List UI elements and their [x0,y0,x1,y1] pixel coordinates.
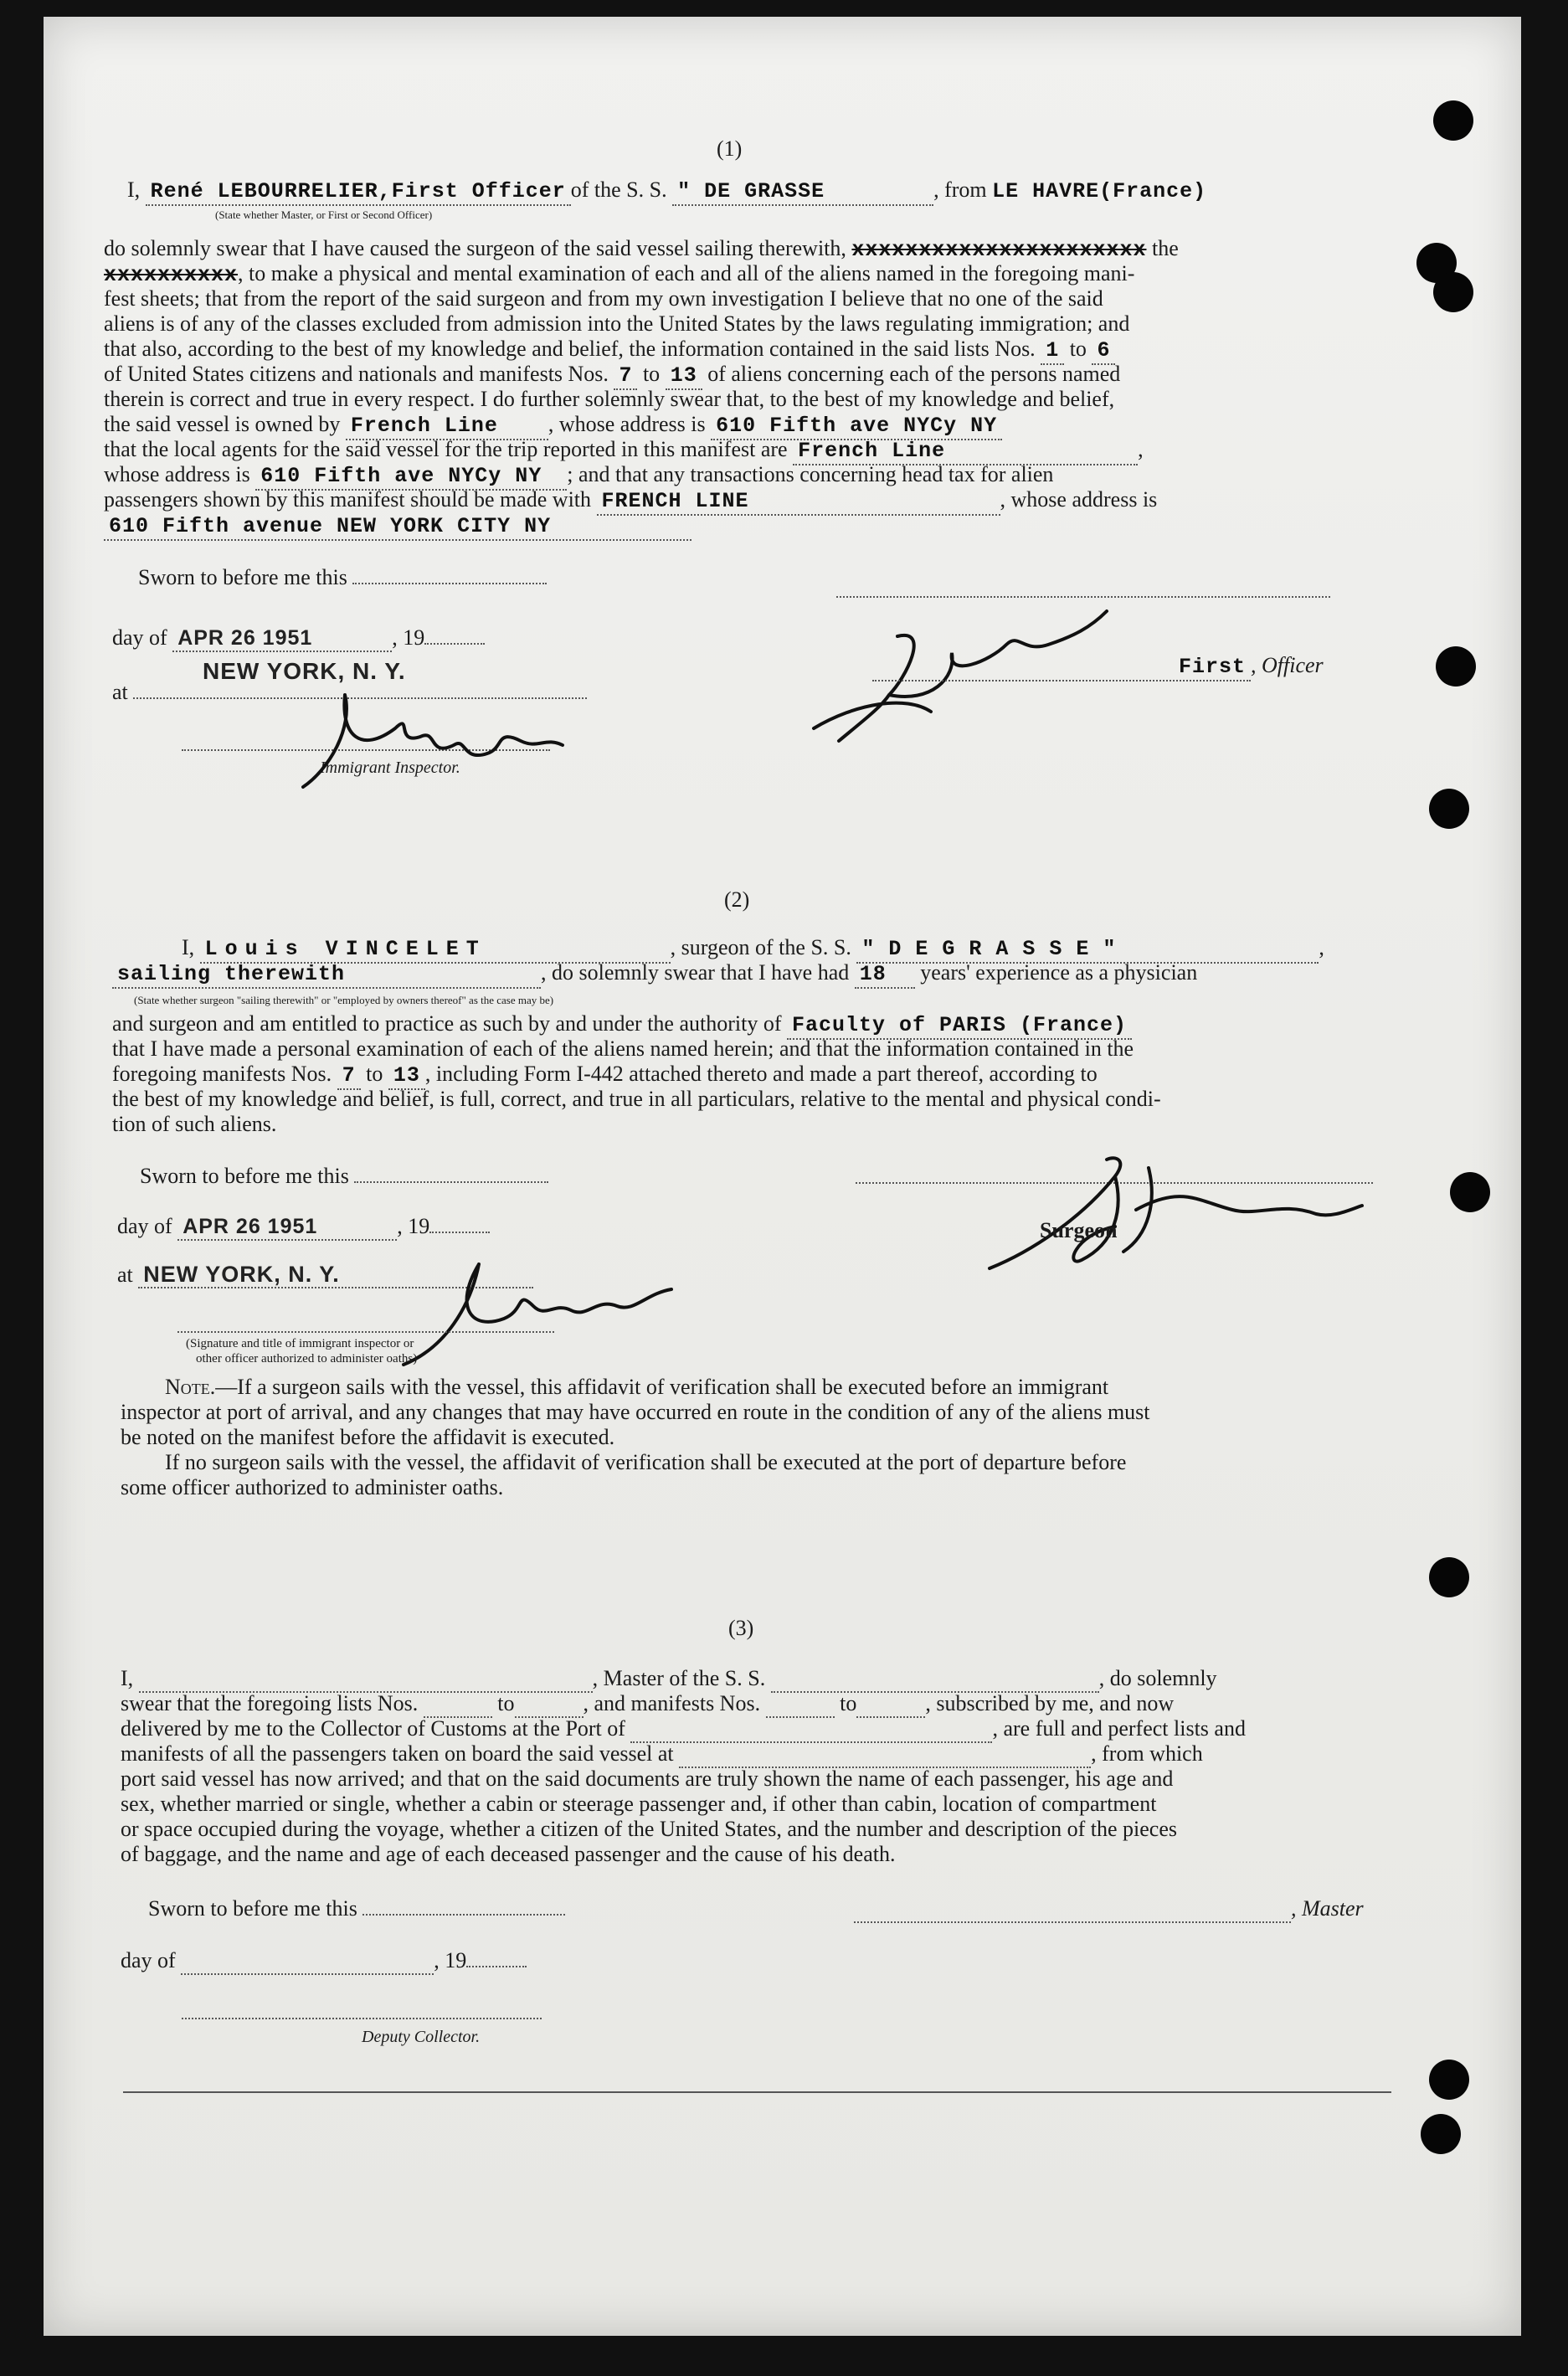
manifest-page [44,17,1521,2336]
s1-line-10: that the local agents for the said vessel for the trip reported in this manifest are French Line , [104,437,1144,465]
note-line-1: Note.—If a surgeon sails with the vessel, this affidavit of verification shall be executed before an immigrant [165,1375,1109,1399]
s1-line-2: do solemnly swear that I have caused the surgeon of the said vessel sailing therewith, xxxxxxxxxxxxxxxxxxxxxx the [104,236,1179,262]
departure-port-field[interactable]: LE HAVRE(France) [992,179,1207,203]
s2-sig-caption-2: other officer authorized to administer oaths) [196,1352,418,1365]
s3-line-2: swear that the foregoing lists Nos. to , and manifests Nos. to , subscribed by me, and now [121,1691,1174,1718]
master-signature-field[interactable] [854,1896,1291,1923]
s3-port-field[interactable] [630,1716,992,1743]
s2-line-5: foregoing manifests Nos. 7 to 13 , including Form I-442 attached thereto and made a part thereof, according to [112,1062,1098,1090]
s2-line-3: and surgeon and am entitled to practice as such by and under the authority of Faculty of PARIS (France) [112,1011,1132,1040]
s3-line-5: port said vessel has now arrived; and that on the said documents are truly shown the name of each passenger, his age and [121,1767,1174,1791]
s3-master-line: , Master [854,1896,1364,1923]
agent-address-field[interactable]: 610 Fifth ave NYCy NY [255,464,567,491]
s3-manifests-to-field[interactable] [856,1691,925,1718]
inspector-caption: Immigrant Inspector. [320,759,460,777]
agent-field[interactable]: French Line [793,439,1138,465]
owner-field[interactable]: French Line [346,414,548,440]
surgeon-name-field[interactable]: Louis VINCELET [200,937,671,964]
section-1-number: (1) [717,136,743,161]
s1-line-4: fest sheets; that from the report of the said surgeon and from my own investigation I believe that no one of the said [104,286,1103,311]
s2-line-1: I, Louis VINCELET , surgeon of the S. S. " D E G R A S S E " , [182,935,1324,964]
s3-line-7: or space occupied during the voyage, whether a citizen of the United States, and the number and description of the pieces [121,1817,1178,1841]
surgeon-status-field[interactable]: sailing therewith [112,962,541,989]
s1-line-5: aliens is of any of the classes excluded from admission into the United States by the laws regulating immigration; and [104,311,1130,336]
binder-hole [1433,272,1473,312]
s3-line-1: I, , Master of the S. S. , do solemnly [121,1666,1217,1693]
s2-inspector-signature-line [177,1331,554,1333]
date-stamp: APR 26 1951 [177,1214,397,1241]
manifests-to-field[interactable]: 13 [666,363,702,390]
surgeon-vessel-field[interactable]: " D E G R A S S E " [856,937,1319,964]
inspector-signature-1 [295,678,579,804]
s2-line-4: that I have made a personal examination of each of the aliens named herein; and that the information contained in the [112,1036,1134,1061]
binder-hole [1429,1557,1469,1597]
binder-hole [1436,646,1476,687]
s2-line-2: sailing therewith , do solemnly swear that I have had 18 years' experience as a physician [112,960,1197,989]
binder-hole [1450,1172,1490,1212]
s3-line-3: delivered by me to the Collector of Customs at the Port of , are full and perfect lists and [121,1716,1246,1743]
s3-day-of: day of , 19 [121,1948,527,1975]
s3-lists-to-field[interactable] [515,1691,584,1718]
binder-hole [1429,789,1469,829]
s1-line-6: that also, according to the best of my knowledge and belief, the information contained in the said lists Nos. 1 to 6 [104,337,1115,365]
s1-line-12: passengers shown by this manifest should be made with FRENCH LINE , whose address is [104,487,1157,516]
manifests-from-field[interactable]: 7 [614,363,637,390]
struck-text: xxxxxxxxxxxxxxxxxxxxxx [851,238,1147,262]
authority-field[interactable]: Faculty of PARIS (France) [787,1013,1132,1040]
s2-status-caption: (State whether surgeon "sailing therewith" or "employed by owners thereof" as the case may be) [134,994,554,1006]
s2-line-7: tion of such aliens. [112,1112,277,1136]
years-experience-field[interactable]: 18 [855,962,915,989]
s3-date-field[interactable] [181,1948,434,1975]
note-line-3: be noted on the manifest before the affidavit is executed. [121,1425,615,1449]
s3-departure-port-field[interactable] [679,1741,1091,1768]
s3-vessel-field[interactable] [771,1666,1099,1693]
s1-line-11: whose address is 610 Fifth ave NYCy NY ; and that any transactions concerning head tax for alien [104,462,1053,491]
officer-rank-field[interactable]: First [872,655,1251,681]
surgeon-label: Surgeon [1040,1218,1118,1242]
s3-sworn: Sworn to before me this [148,1896,565,1921]
officer-signature-line [836,596,1330,598]
headtax-payee-field[interactable]: FRENCH LINE [597,489,1000,516]
section-2-number: (2) [724,887,750,912]
collector-signature-line [182,2018,542,2019]
note-line-4: If no surgeon sails with the vessel, the affidavit of verification shall be executed at the port of departure before [165,1450,1127,1474]
s2-sig-caption-1: (Signature and title of immigrant inspector or [186,1337,414,1350]
binder-hole [1421,2114,1461,2154]
s1-sworn: Sworn to before me this [138,565,547,590]
note-line-2: inspector at port of arrival, and any changes that may have occurred en route in the condition of any of the aliens must [121,1400,1150,1424]
s2-sworn: Sworn to before me this [140,1164,548,1189]
s1-line-13 [104,512,691,541]
date-stamp: APR 26 1951 [172,625,392,652]
s2-at: at NEW YORK, N. Y. [117,1262,533,1288]
s1-day-of: day of APR 26 1951 , 19 [112,625,485,652]
s2-manifests-from-field[interactable]: 7 [337,1063,361,1090]
s1-line-7: of United States citizens and nationals and manifests Nos. 7 to 13 of aliens concerning each of the persons named [104,362,1120,390]
s1-officer-caption: (State whether Master, or First or Second Officer) [215,208,433,221]
place-stamp: NEW YORK, N. Y. [203,658,406,684]
s2-manifests-to-field[interactable]: 13 [388,1063,425,1090]
s1-line-3: xxxxxxxxxx, to make a physical and mental examination of each and all of the aliens named in the foregoing mani- [104,261,1135,287]
s3-lists-from-field[interactable] [424,1691,492,1718]
binder-hole [1429,2060,1469,2100]
surgeon-signature [981,1151,1366,1285]
owner-address-field[interactable]: 610 Fifth ave NYCy NY [711,414,1002,440]
lists-from-field[interactable]: 1 [1041,338,1064,365]
section-3-number: (3) [728,1616,754,1640]
master-name-field[interactable] [139,1666,593,1693]
inspector-signature-2 [378,1256,680,1373]
s1-line-9: the said vessel is owned by French Line , whose address is 610 Fifth ave NYCy NY [104,412,1002,440]
s3-line-4: manifests of all the passengers taken on board the said vessel at , from which [121,1741,1203,1768]
s3-manifests-from-field[interactable] [766,1691,835,1718]
officer-rank-line: First , Officer [872,653,1324,681]
vessel-name-field[interactable]: " DE GRASSE [672,179,933,206]
s1-line-1: I, René LEBOURRELIER,First Officer of the S. S. " DE GRASSE , from LE HAVRE(France) [127,177,1206,206]
collector-caption: Deputy Collector. [362,2028,481,2046]
binder-hole [1433,100,1473,141]
s2-line-6: the best of my knowledge and belief, is full, correct, and true in all particulars, relative to the mental and physical condi- [112,1087,1161,1111]
s1-line-8: therein is correct and true in every respect. I do further solemnly swear that, to the best of my knowledge and belief, [104,387,1115,411]
s2-day-of: day of APR 26 1951 , 19 [117,1214,490,1241]
headtax-payee-address-field[interactable]: 610 Fifth avenue NEW YORK CITY NY [104,514,691,541]
lists-to-field[interactable]: 6 [1092,338,1115,365]
bottom-rule [123,2091,1391,2093]
s3-line-6: sex, whether married or single, whether a cabin or steerage passenger and, if other than cabin, location of compartment [121,1792,1157,1816]
officer-name-field[interactable]: René LEBOURRELIER,First Officer [146,179,571,206]
s3-line-8: of baggage, and the name and age of each deceased passenger and the cause of his death. [121,1842,896,1866]
struck-text: xxxxxxxxxx [104,263,239,287]
place-stamp: NEW YORK, N. Y. [138,1262,533,1288]
s1-at: at [112,680,587,705]
note-line-5: some officer authorized to administer oaths. [121,1475,504,1499]
